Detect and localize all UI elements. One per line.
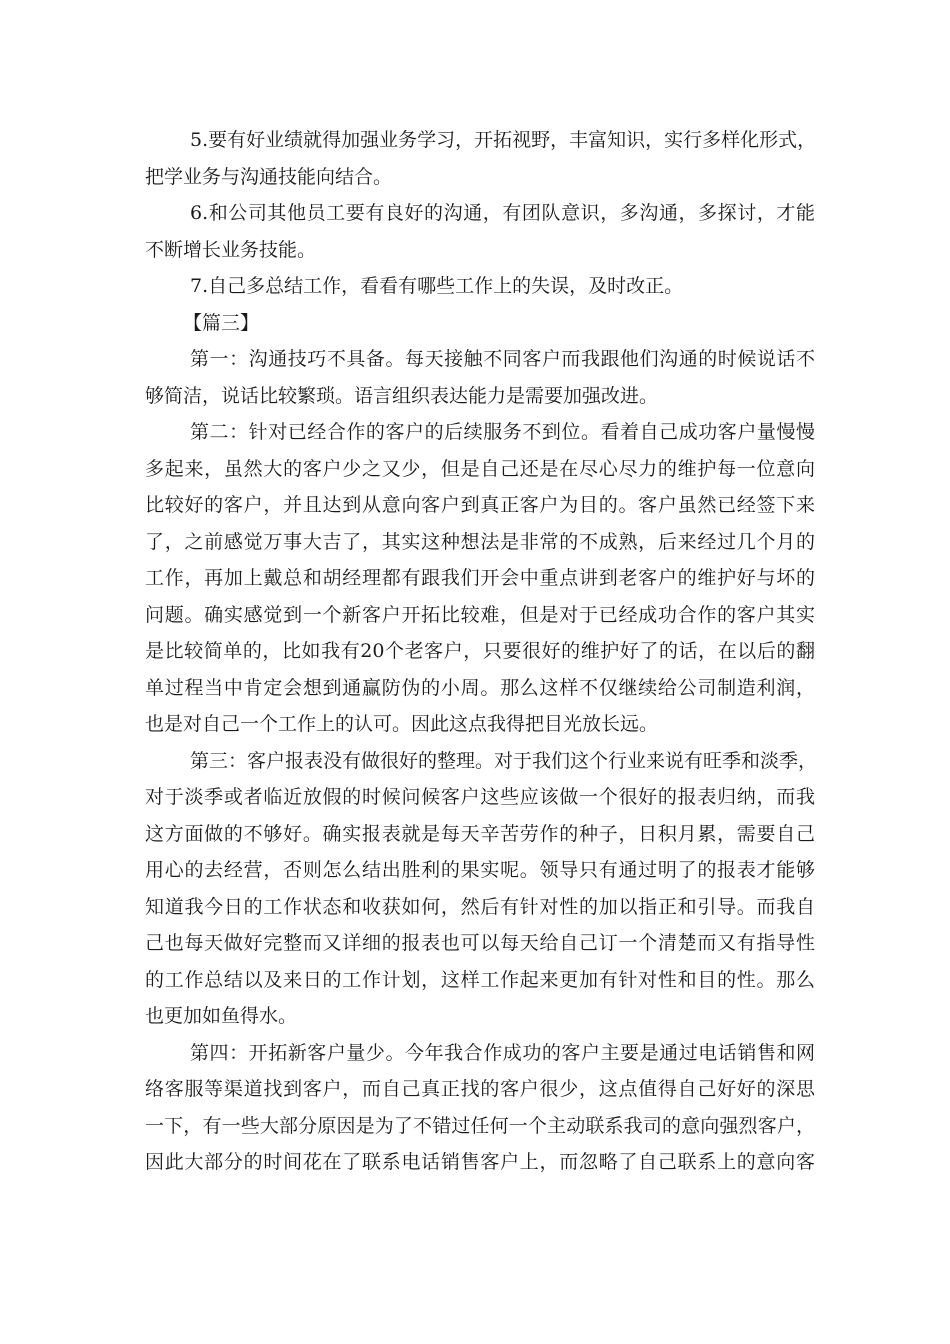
- paragraph-point-2-line-7: 是比较简单的，比如我有20个老客户，只要很好的维护好了的话，在以后的翻: [145, 640, 815, 662]
- paragraph-point-3-line-2: 对于淡季或者临近放假的时候问候客户这些应该做一个很好的报表归纳，而我: [145, 786, 815, 808]
- paragraph-point-2-line-4: 了，之前感觉万事大吉了，其实这种想法是非常的不成熟，后来经过几个月的: [145, 530, 815, 553]
- paragraph-point-4-line-2: 络客服等渠道找到客户，而自己真正找的客户很少，这点值得自己好好的深思: [145, 1078, 815, 1100]
- paragraph-point-3-line-1: 第三：客户报表没有做很好的整理。对于我们这个行业来说有旺季和淡季，: [190, 749, 818, 772]
- paragraph-point-3-line-5: 知道我今日的工作状态和收获如何，然后有针对性的加以指正和引导。而我自: [145, 895, 815, 918]
- paragraph-point-4-line-1: 第四：开拓新客户量少。今年我合作成功的客户主要是通过电话销售和网: [190, 1041, 815, 1064]
- paragraph-point-3-line-6: 己也每天做好完整而又详细的报表也可以每天给自己订一个清楚而又有指导性: [145, 932, 815, 954]
- paragraph-point-4-line-4: 因此大部分的时间花在了联系电话销售客户上，而忽略了自己联系上的意向客: [145, 1151, 815, 1173]
- paragraph-point-4-line-3: 一下，有一些大部分原因是为了不错过任何一个主动联系我司的意向强烈客户，: [145, 1114, 815, 1137]
- paragraph-point-1-line-2: 够简洁，说话比较繁琐。语言组织表达能力是需要加强改进。: [145, 384, 659, 407]
- document-body: [145, 122, 818, 1181]
- paragraph-item-6-line-2: 不断增长业务技能。: [145, 238, 317, 261]
- section-heading: 【篇三】: [183, 311, 260, 334]
- paragraph-point-2-line-3: 比较好的客户，并且达到从意向客户到真正客户为目的。客户虽然已经签下来: [145, 494, 815, 516]
- paragraph-point-3-line-4: 用心的去经营，否则怎么结出胜利的果实呢。领导只有通过明了的报表才能够: [145, 859, 815, 881]
- paragraph-item-6-line-1: 6.和公司其他员工要有良好的沟通，有团队意识，多沟通，多探讨，才能: [190, 202, 815, 224]
- paragraph-item-7-line-1: 7.自己多总结工作，看看有哪些工作上的失误，及时改正。: [190, 275, 684, 297]
- paragraph-point-2-line-9: 也是对自己一个工作上的认可。因此这点我得把目光放长远。: [145, 713, 659, 735]
- paragraph-item-5-line-2: 把学业务与沟通技能向结合。: [145, 165, 393, 188]
- paragraph-point-2-line-6: 问题。确实感觉到一个新客户开拓比较难，但是对于已经成功合作的客户其实: [145, 603, 815, 626]
- paragraph-point-2-line-2: 多起来，虽然大的客户少之又少，但是自己还是在尽心尽力的维护每一位意向: [145, 457, 815, 480]
- paragraph-point-3-line-7: 的工作总结以及来日的工作计划，这样工作起来更加有针对性和目的性。那么: [145, 968, 815, 991]
- paragraph-point-3-line-8: 也更加如鱼得水。: [145, 1005, 298, 1027]
- paragraph-point-1-line-1: 第一：沟通技巧不具备。每天接触不同客户而我跟他们沟通的时候说话不: [190, 348, 815, 370]
- paragraph-item-5-line-1: 5.要有好业绩就得加强业务学习，开拓视野，丰富知识，实行多样化形式，: [190, 129, 817, 151]
- paragraph-point-2-line-5: 工作，再加上戴总和胡经理都有跟我们开会中重点讲到老客户的维护好与坏的: [145, 567, 815, 589]
- paragraph-point-3-line-3: 这方面做的不够好。确实报表就是每天辛苦劳作的种子，日积月累，需要自己: [145, 822, 815, 845]
- paragraph-point-2-line-1: 第二：针对已经合作的客户的后续服务不到位。看着自己成功客户量慢慢: [190, 421, 815, 443]
- paragraph-point-2-line-8: 单过程当中肯定会想到通赢防伪的小周。那么这样不仅继续给公司制造利润，: [145, 676, 815, 699]
